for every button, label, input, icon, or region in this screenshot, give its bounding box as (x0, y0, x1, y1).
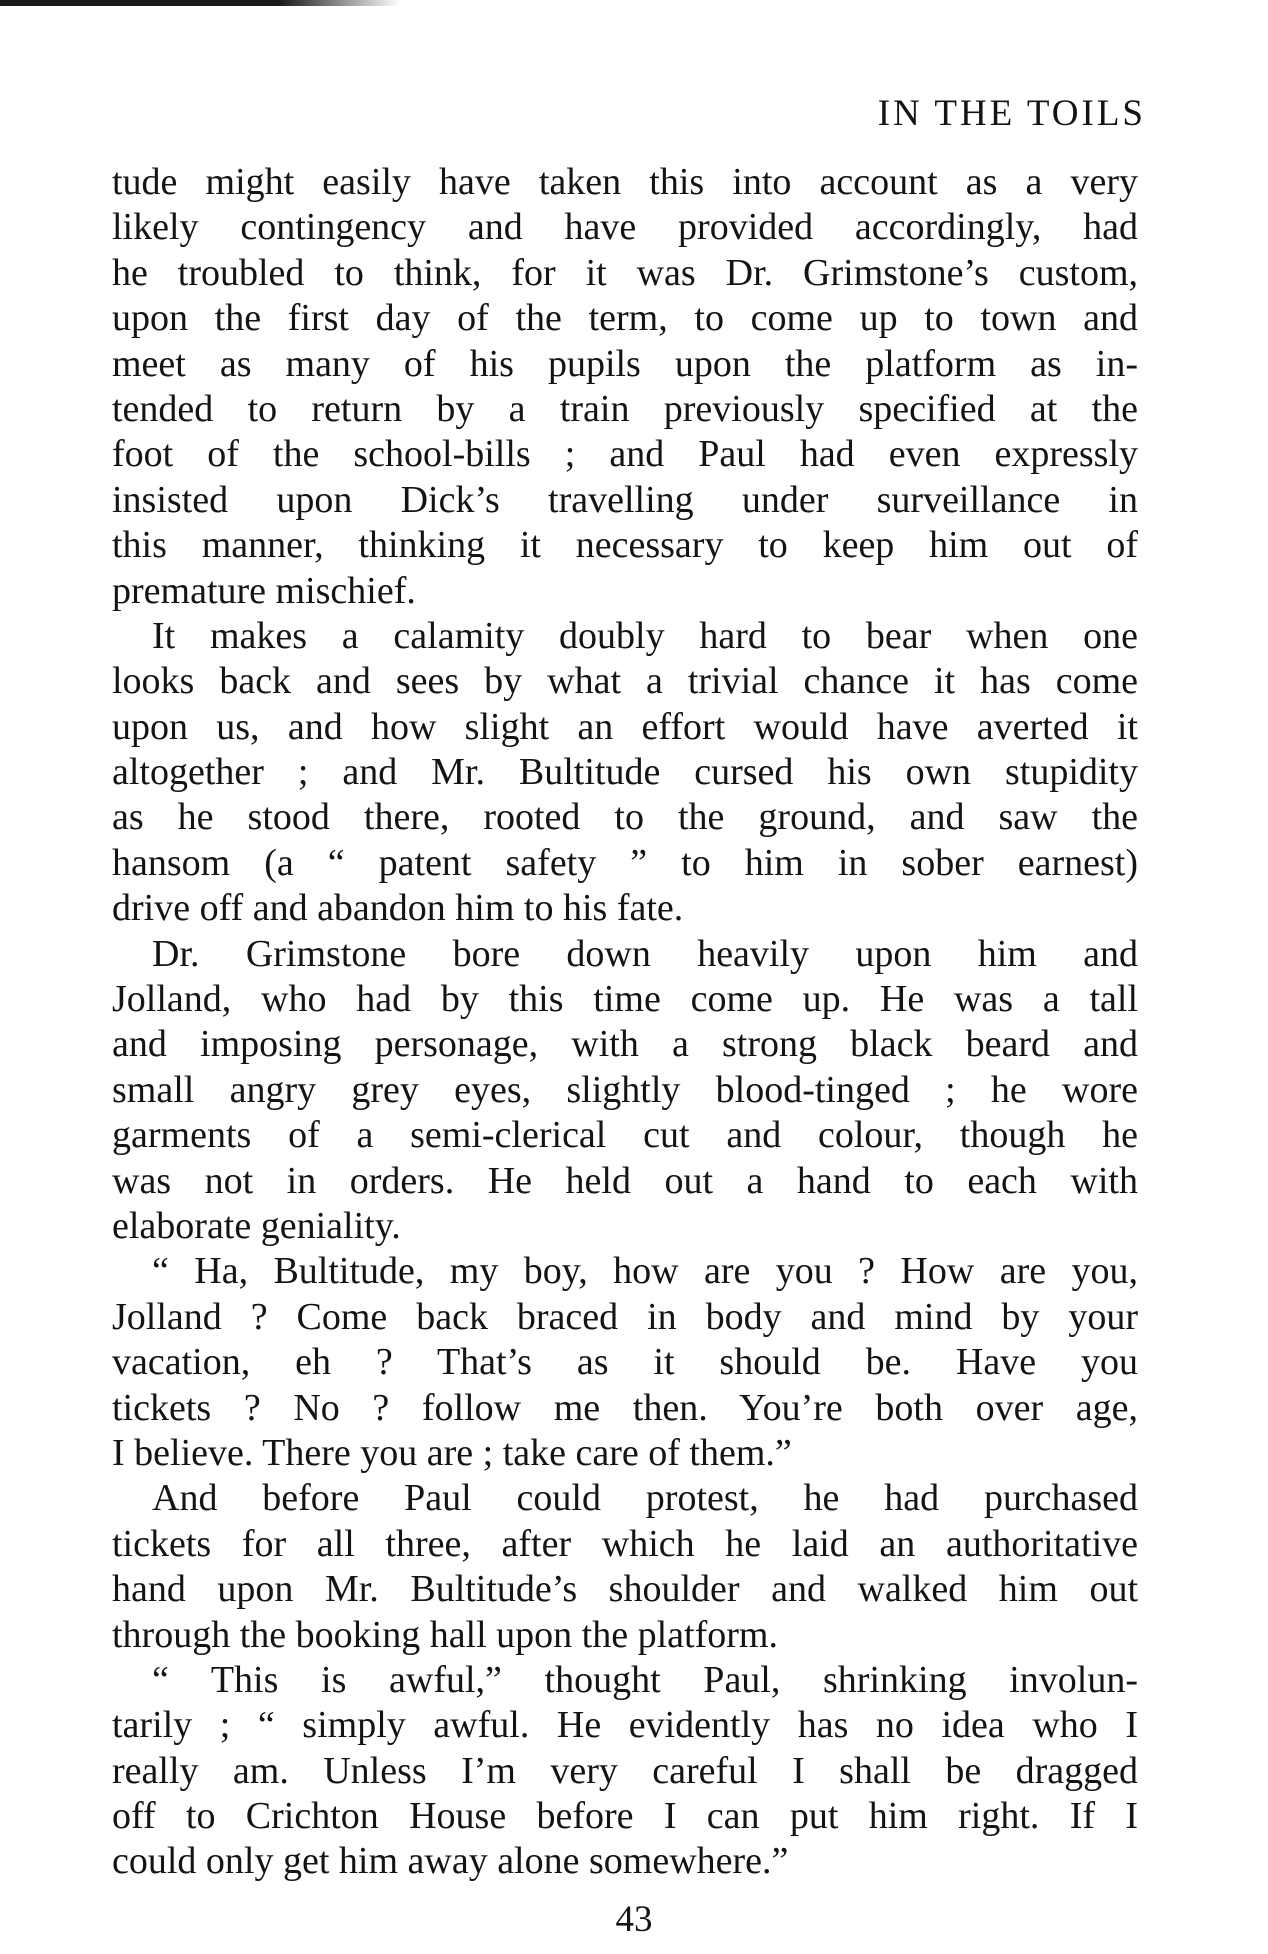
paragraph (112, 1658, 1138, 1885)
text-line: and imposing personage, with a strong black beard and (112, 1023, 1138, 1066)
text-line: hand upon Mr. Bultitude’s shoulder and walked him out (112, 1568, 1138, 1611)
text-line: “ Ha, Bultitude, my boy, how are you ? How are you, (152, 1250, 1138, 1293)
paragraph (112, 614, 1138, 932)
text-line: Jolland, who had by this time come up. He was a tall (112, 978, 1138, 1021)
text-line: drive off and abandon him to his fate. (112, 887, 684, 930)
paragraph (112, 160, 1138, 614)
text-line: garments of a semi-clerical cut and colour, though he (112, 1114, 1138, 1157)
paragraph (112, 932, 1138, 1250)
text-line: really am. Unless I’m very careful I shall be dragged (112, 1749, 1138, 1792)
paragraph (112, 1249, 1138, 1476)
text-line: insisted upon Dick’s travelling under surveillance in (112, 478, 1138, 521)
text-line: small angry grey eyes, slightly blood-tinged ; he wore (112, 1068, 1138, 1111)
text-line: premature mischief. (112, 569, 416, 612)
running-head: IN THE TOILS (877, 93, 1146, 134)
text-line: could only get him away alone somewhere.” (112, 1840, 789, 1883)
text-line: upon the first day of the term, to come up to town and (112, 297, 1138, 340)
text-line: upon us, and how slight an effort would have averted it (112, 705, 1138, 748)
text-line: vacation, eh ? That’s as it should be. Have you (112, 1341, 1138, 1384)
text-line: was not in orders. He held out a hand to each with (112, 1159, 1138, 1202)
text-line: off to Crichton House before I can put him right. If I (112, 1795, 1138, 1838)
text-line: tended to return by a train previously specified at the (112, 387, 1138, 430)
text-line: he troubled to think, for it was Dr. Grimstone’s custom, (112, 251, 1138, 294)
text-line: Jolland ? Come back braced in body and mind by your (112, 1295, 1138, 1338)
text-line: tickets for all three, after which he laid an authoritative (112, 1522, 1138, 1565)
text-line: It makes a calamity doubly hard to bear when one (152, 614, 1138, 657)
text-line: I believe. There you are ; take care of them.” (112, 1431, 792, 1474)
text-line: through the booking hall upon the platform. (112, 1613, 778, 1656)
text-line: tickets ? No ? follow me then. You’re both over age, (112, 1386, 1138, 1429)
paragraph (112, 1476, 1138, 1658)
text-line: tude might easily have taken this into account as a very (112, 161, 1138, 203)
text-line: this manner, thinking it necessary to keep him out of (112, 524, 1138, 567)
text-line: likely contingency and have provided accordingly, had (112, 206, 1138, 249)
text-line: “ This is awful,” thought Paul, shrinking involun- (152, 1658, 1138, 1701)
text-line: meet as many of his pupils upon the platform as in- (112, 342, 1138, 385)
text-line: looks back and sees by what a trivial chance it has come (112, 660, 1138, 703)
text-line: as he stood there, rooted to the ground, and saw the (112, 796, 1138, 839)
body-text (112, 160, 1138, 1885)
text-line: hansom (a “ patent safety ” to him in sober earnest) (112, 841, 1138, 884)
text-line: tarily ; “ simply awful. He evidently has no idea who I (112, 1704, 1138, 1747)
page-number: 43 (615, 1899, 653, 1940)
text-line: And before Paul could protest, he had purchased (152, 1477, 1138, 1520)
text-line: Dr. Grimstone bore down heavily upon him and (152, 932, 1138, 975)
text-line: elaborate geniality. (112, 1204, 401, 1247)
text-line: altogether ; and Mr. Bultitude cursed his own stupidity (112, 751, 1138, 794)
top-edge-rule (0, 0, 400, 6)
text-line: foot of the school-bills ; and Paul had even expressly (112, 433, 1138, 476)
